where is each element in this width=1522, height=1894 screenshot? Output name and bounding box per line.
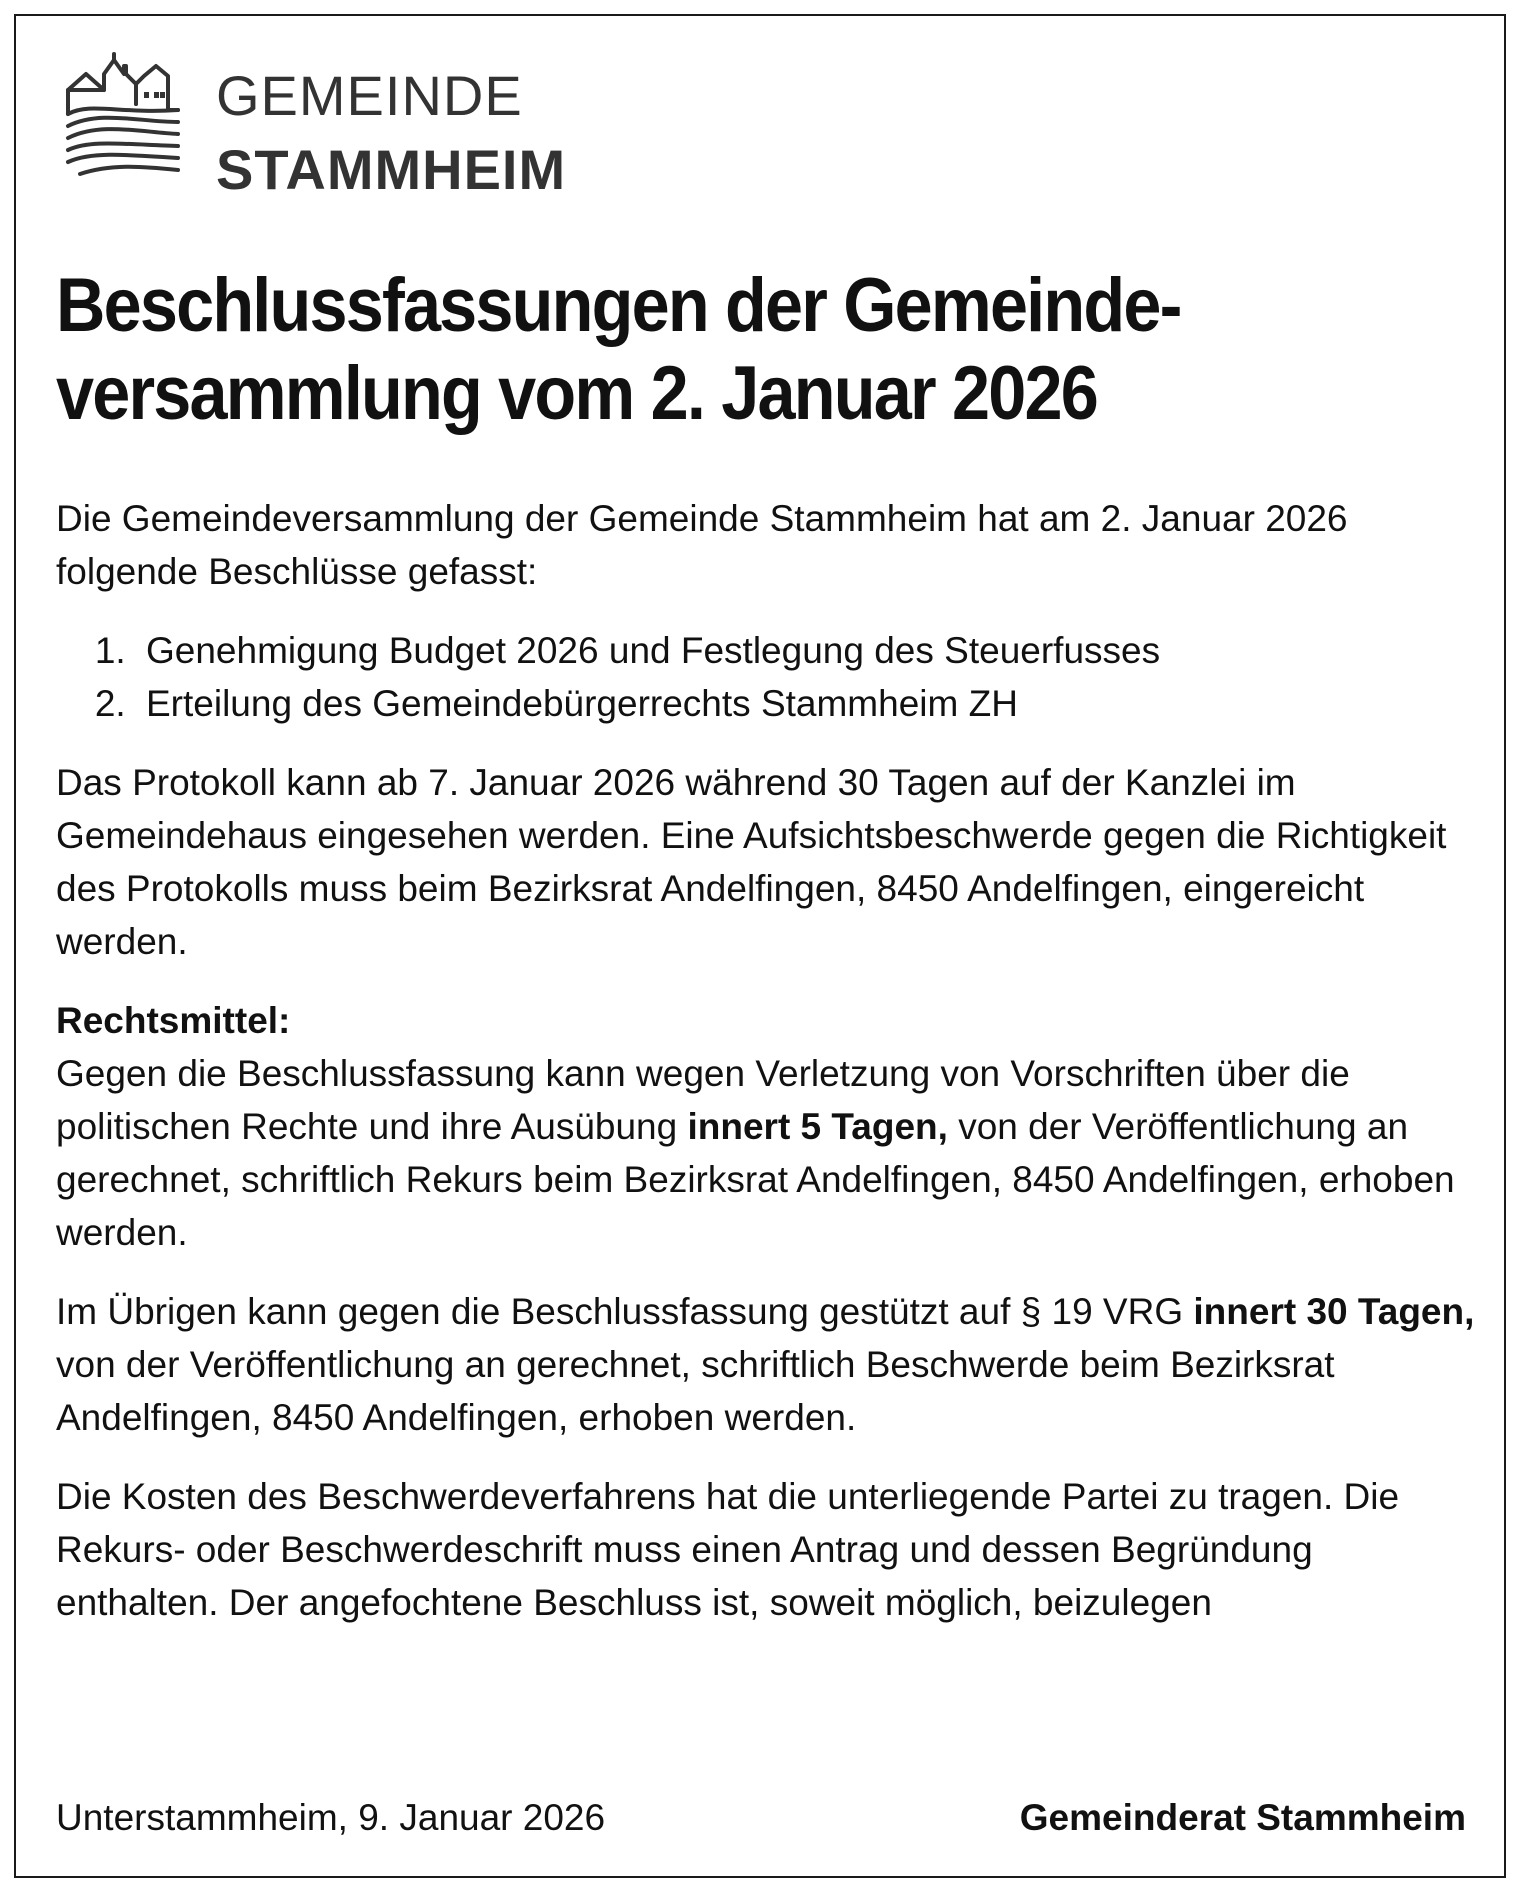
signature: Gemeinderat Stammheim (1019, 1797, 1466, 1838)
protocol-paragraph: Das Protokoll kann ab 7. Januar 2026 während 30 Tagen auf der Kanzlei im Gemeindehaus eingesehen werden. Eine Aufsichtsbeschwerde gegen die Richtigkeit des Protokolls muss beim Bezirksrat Andelfingen, 8450 Andelfingen, eingereicht werden. (56, 762, 1447, 962)
place-date: Unterstammheim, 9. Januar 2026 (56, 1797, 606, 1838)
legal-remedy-heading: Rechtsmittel: (56, 1000, 291, 1041)
appeal-paragraph (56, 1285, 1476, 1444)
castle-fields-icon (60, 52, 185, 182)
legal-para1-deadline: innert 5 Tagen, (687, 1106, 948, 1147)
legal-para2-text-end: von der Veröffentlichung an gerechnet, schriftlich Beschwerde beim Bezirksrat Andelfingen, 8450 Andelfingen, erhoben werden. (56, 1344, 1335, 1438)
decision-item: 2. Erteilung des Gemeindebürgerrechts Stammheim ZH (136, 677, 1476, 730)
notice-body (56, 492, 1476, 1655)
page-title (56, 262, 1334, 438)
legal-para1-text-end: von der Veröffentlichung an gerechnet, schriftlich Rekurs beim Bezirksrat Andelfingen, 8450 Andelfingen, erhoben werden. (56, 1106, 1455, 1253)
title-line-2: versammlung vom 2. Januar 2026 (56, 351, 1097, 436)
legal-para2-text: Im Übrigen kann gegen die Beschlussfassung gestützt auf § 19 VRG (56, 1291, 1194, 1332)
legal-para2-deadline: innert 30 Tagen, (1193, 1291, 1475, 1332)
costs-paragraph: Die Kosten des Beschwerdeverfahrens hat die unterliegende Partei zu tragen. Die Rekurs- oder Beschwerdeschrift muss einen Antrag und dessen Begründung enthalten. Der angefochtene Beschluss ist, soweit möglich, beizulegen (56, 1476, 1400, 1623)
logo-text-stammheim: STAMMHEIM (216, 138, 567, 201)
municipality-logo (60, 52, 580, 202)
decision-list (56, 624, 1476, 730)
title-line-1: Beschlussfassungen der Gemeinde- (56, 263, 1181, 348)
logo-text-gemeinde: GEMEINDE (216, 64, 523, 127)
legal-para1-text: Gegen die Beschlussfassung kann wegen Verletzung von Vorschriften über die politischen Rechte und ihre Ausübung (56, 1053, 1350, 1147)
decision-item: 1. Genehmigung Budget 2026 und Festlegung des Steuerfusses (136, 624, 1476, 677)
intro-paragraph: Die Gemeindeversammlung der Gemeinde Stammheim hat am 2. Januar 2026 folgende Beschlüsse gefasst: (56, 498, 1348, 592)
legal-remedy-paragraph (56, 994, 1476, 1259)
